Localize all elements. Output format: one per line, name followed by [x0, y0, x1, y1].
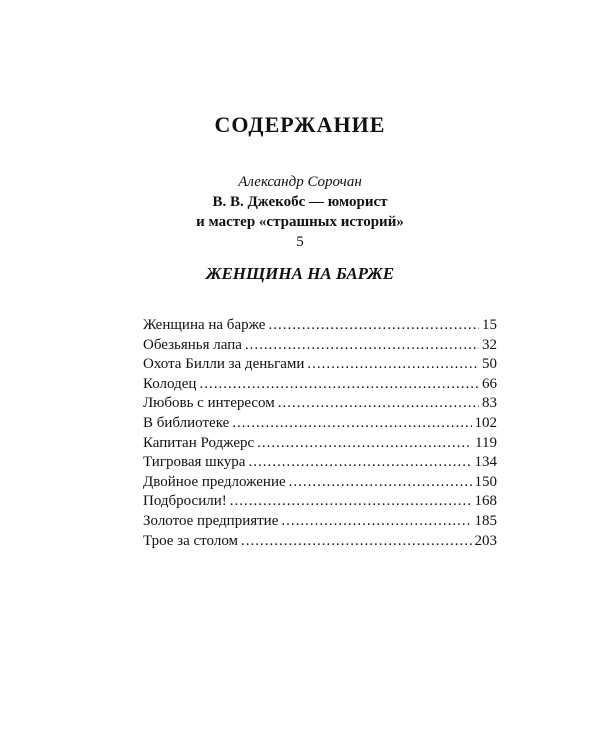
- toc-entry: [143, 473, 497, 493]
- toc-leader-dots: [199, 375, 479, 395]
- toc-entry: [143, 414, 497, 434]
- toc-entry-page: 15: [482, 317, 497, 333]
- toc-entry-title: В библиотеке: [143, 414, 230, 431]
- toc-leader-dots: [289, 473, 472, 493]
- toc-entry-page: 32: [482, 336, 497, 353]
- toc-entry: [143, 434, 497, 454]
- toc-entry-page: 185: [474, 512, 497, 529]
- toc-entry-title: Трое за столом: [143, 532, 239, 549]
- toc-leader-dots: [232, 414, 471, 434]
- toc-entry: [143, 336, 497, 356]
- toc-leader-dots: [268, 316, 479, 336]
- toc-entry: [143, 453, 497, 473]
- toc-entry: [143, 355, 497, 375]
- toc-entry-title: Колодец: [143, 375, 197, 392]
- toc-entry-page: 119: [475, 434, 497, 451]
- toc-leader-dots: [257, 434, 472, 454]
- toc-entry-page: 66: [482, 375, 497, 392]
- toc-entry-title: Обезьянья лапа: [143, 336, 242, 353]
- toc-leader-dots: [307, 355, 479, 375]
- toc-entry: [143, 375, 497, 395]
- toc-leader-dots: [248, 453, 471, 473]
- toc-entry-title: Капитан Роджерс: [143, 434, 255, 451]
- toc-entry: [143, 316, 497, 336]
- toc-entry-title: Золотое предприятие: [143, 512, 279, 529]
- toc-entry-title: Любовь с интересом: [143, 395, 275, 412]
- toc-leader-dots: [278, 394, 479, 414]
- toc-leader-dots: [245, 336, 479, 356]
- toc-entry-page: 83: [482, 395, 497, 412]
- toc-entry-title: Подбросили!: [143, 493, 227, 510]
- toc-leader-dots: [241, 532, 471, 552]
- toc-entry-title: Двойное предложение: [143, 473, 286, 490]
- toc-entry-title: Женщина на барже: [143, 317, 266, 333]
- toc-entry: [143, 394, 497, 414]
- toc-entry-page: 168: [474, 493, 497, 510]
- toc-leader-dots: [281, 512, 471, 532]
- toc-entry: [143, 532, 497, 552]
- toc-leader-dots: [230, 492, 472, 512]
- toc-entry-page: 134: [474, 454, 497, 471]
- toc-entry-title: Охота Билли за деньгами: [143, 356, 305, 373]
- intro-author: Александр Сорочан: [238, 174, 362, 190]
- toc-entry-page: 102: [474, 414, 497, 431]
- section-title: ЖЕНЩИНА НА БАРЖЕ: [205, 264, 395, 283]
- toc-entry-page: 150: [474, 473, 497, 490]
- toc-list: [143, 316, 497, 551]
- intro-title-line-1: В. В. Джекобс — юморист: [212, 194, 388, 210]
- contents-heading: СОДЕРЖАНИЕ: [214, 112, 386, 137]
- intro-block: [0, 172, 600, 252]
- toc-entry: [143, 512, 497, 532]
- toc-entry: [143, 492, 497, 512]
- intro-page-number: 5: [296, 234, 304, 250]
- toc-entry-page: 203: [474, 532, 497, 549]
- toc-entry-page: 50: [482, 356, 497, 373]
- intro-title-line-2: и мастер «страшных историй»: [196, 214, 404, 230]
- toc-entry-title: Тигровая шкура: [143, 454, 246, 471]
